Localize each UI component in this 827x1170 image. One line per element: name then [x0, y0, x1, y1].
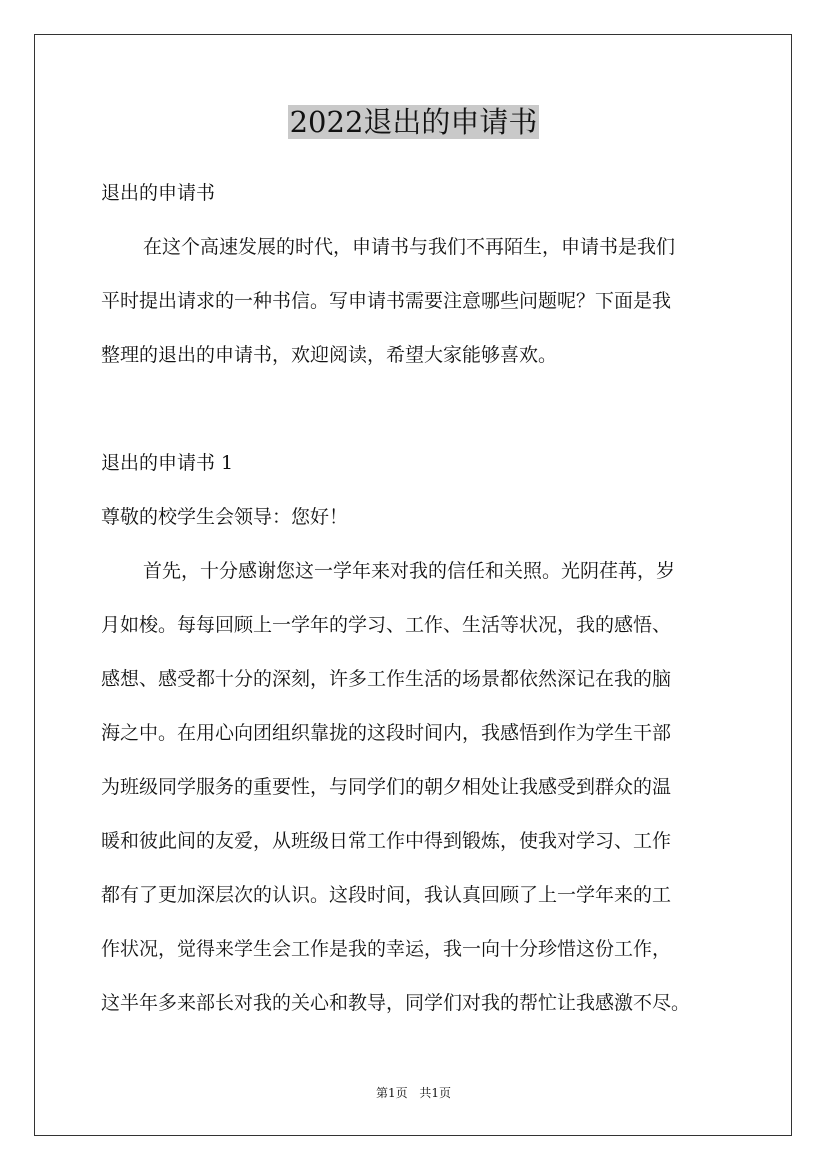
intro-line: 整理的退出的申请书，欢迎阅读，希望大家能够喜欢。 — [101, 344, 558, 366]
document-subtitle: 退出的申请书 — [101, 182, 216, 204]
body-line: 都有了更加深层次的认识。这段时间，我认真回顾了上一学年来的工 — [101, 884, 672, 906]
salutation: 尊敬的校学生会领导：您好！ — [101, 506, 349, 528]
section-heading: 退出的申请书 1 — [101, 452, 234, 474]
body-line: 海之中。在用心向团组织靠拢的这段时间内，我感悟到作为学生干部 — [101, 722, 672, 744]
body-line: 作状况，觉得来学生会工作是我的幸运，我一向十分珍惜这份工作， — [101, 938, 672, 960]
body-line: 为班级同学服务的重要性，与同学们的朝夕相处让我感受到群众的温 — [101, 776, 672, 798]
page-number-total: 共1页 — [419, 1086, 452, 1100]
intro-line: 平时提出请求的一种书信。写申请书需要注意哪些问题呢？下面是我 — [101, 290, 672, 312]
document-title — [0, 100, 827, 144]
body-line: 暖和彼此间的友爱，从班级日常工作中得到锻炼，使我对学习、工作 — [101, 830, 672, 852]
document-body — [101, 166, 741, 1030]
document-title-text: 2022退出的申请书 — [289, 105, 538, 139]
body-line: 感想、感受都十分的深刻，许多工作生活的场景都依然深记在我的脑 — [101, 668, 672, 690]
paragraph-gap — [101, 382, 741, 436]
page-footer — [0, 1084, 827, 1102]
body-line: 月如梭。每每回顾上一学年的学习、工作、生活等状况，我的感悟、 — [101, 614, 672, 636]
body-line: 这半年多来部长对我的关心和教导，同学们对我的帮忙让我感激不尽。 — [101, 992, 691, 1014]
page-number-current: 第1页 — [375, 1086, 408, 1100]
body-line: 首先，十分感谢您这一学年来对我的信任和关照。光阴荏苒，岁 — [143, 560, 676, 582]
intro-line: 在这个高速发展的时代，申请书与我们不再陌生，申请书是我们 — [143, 236, 676, 258]
